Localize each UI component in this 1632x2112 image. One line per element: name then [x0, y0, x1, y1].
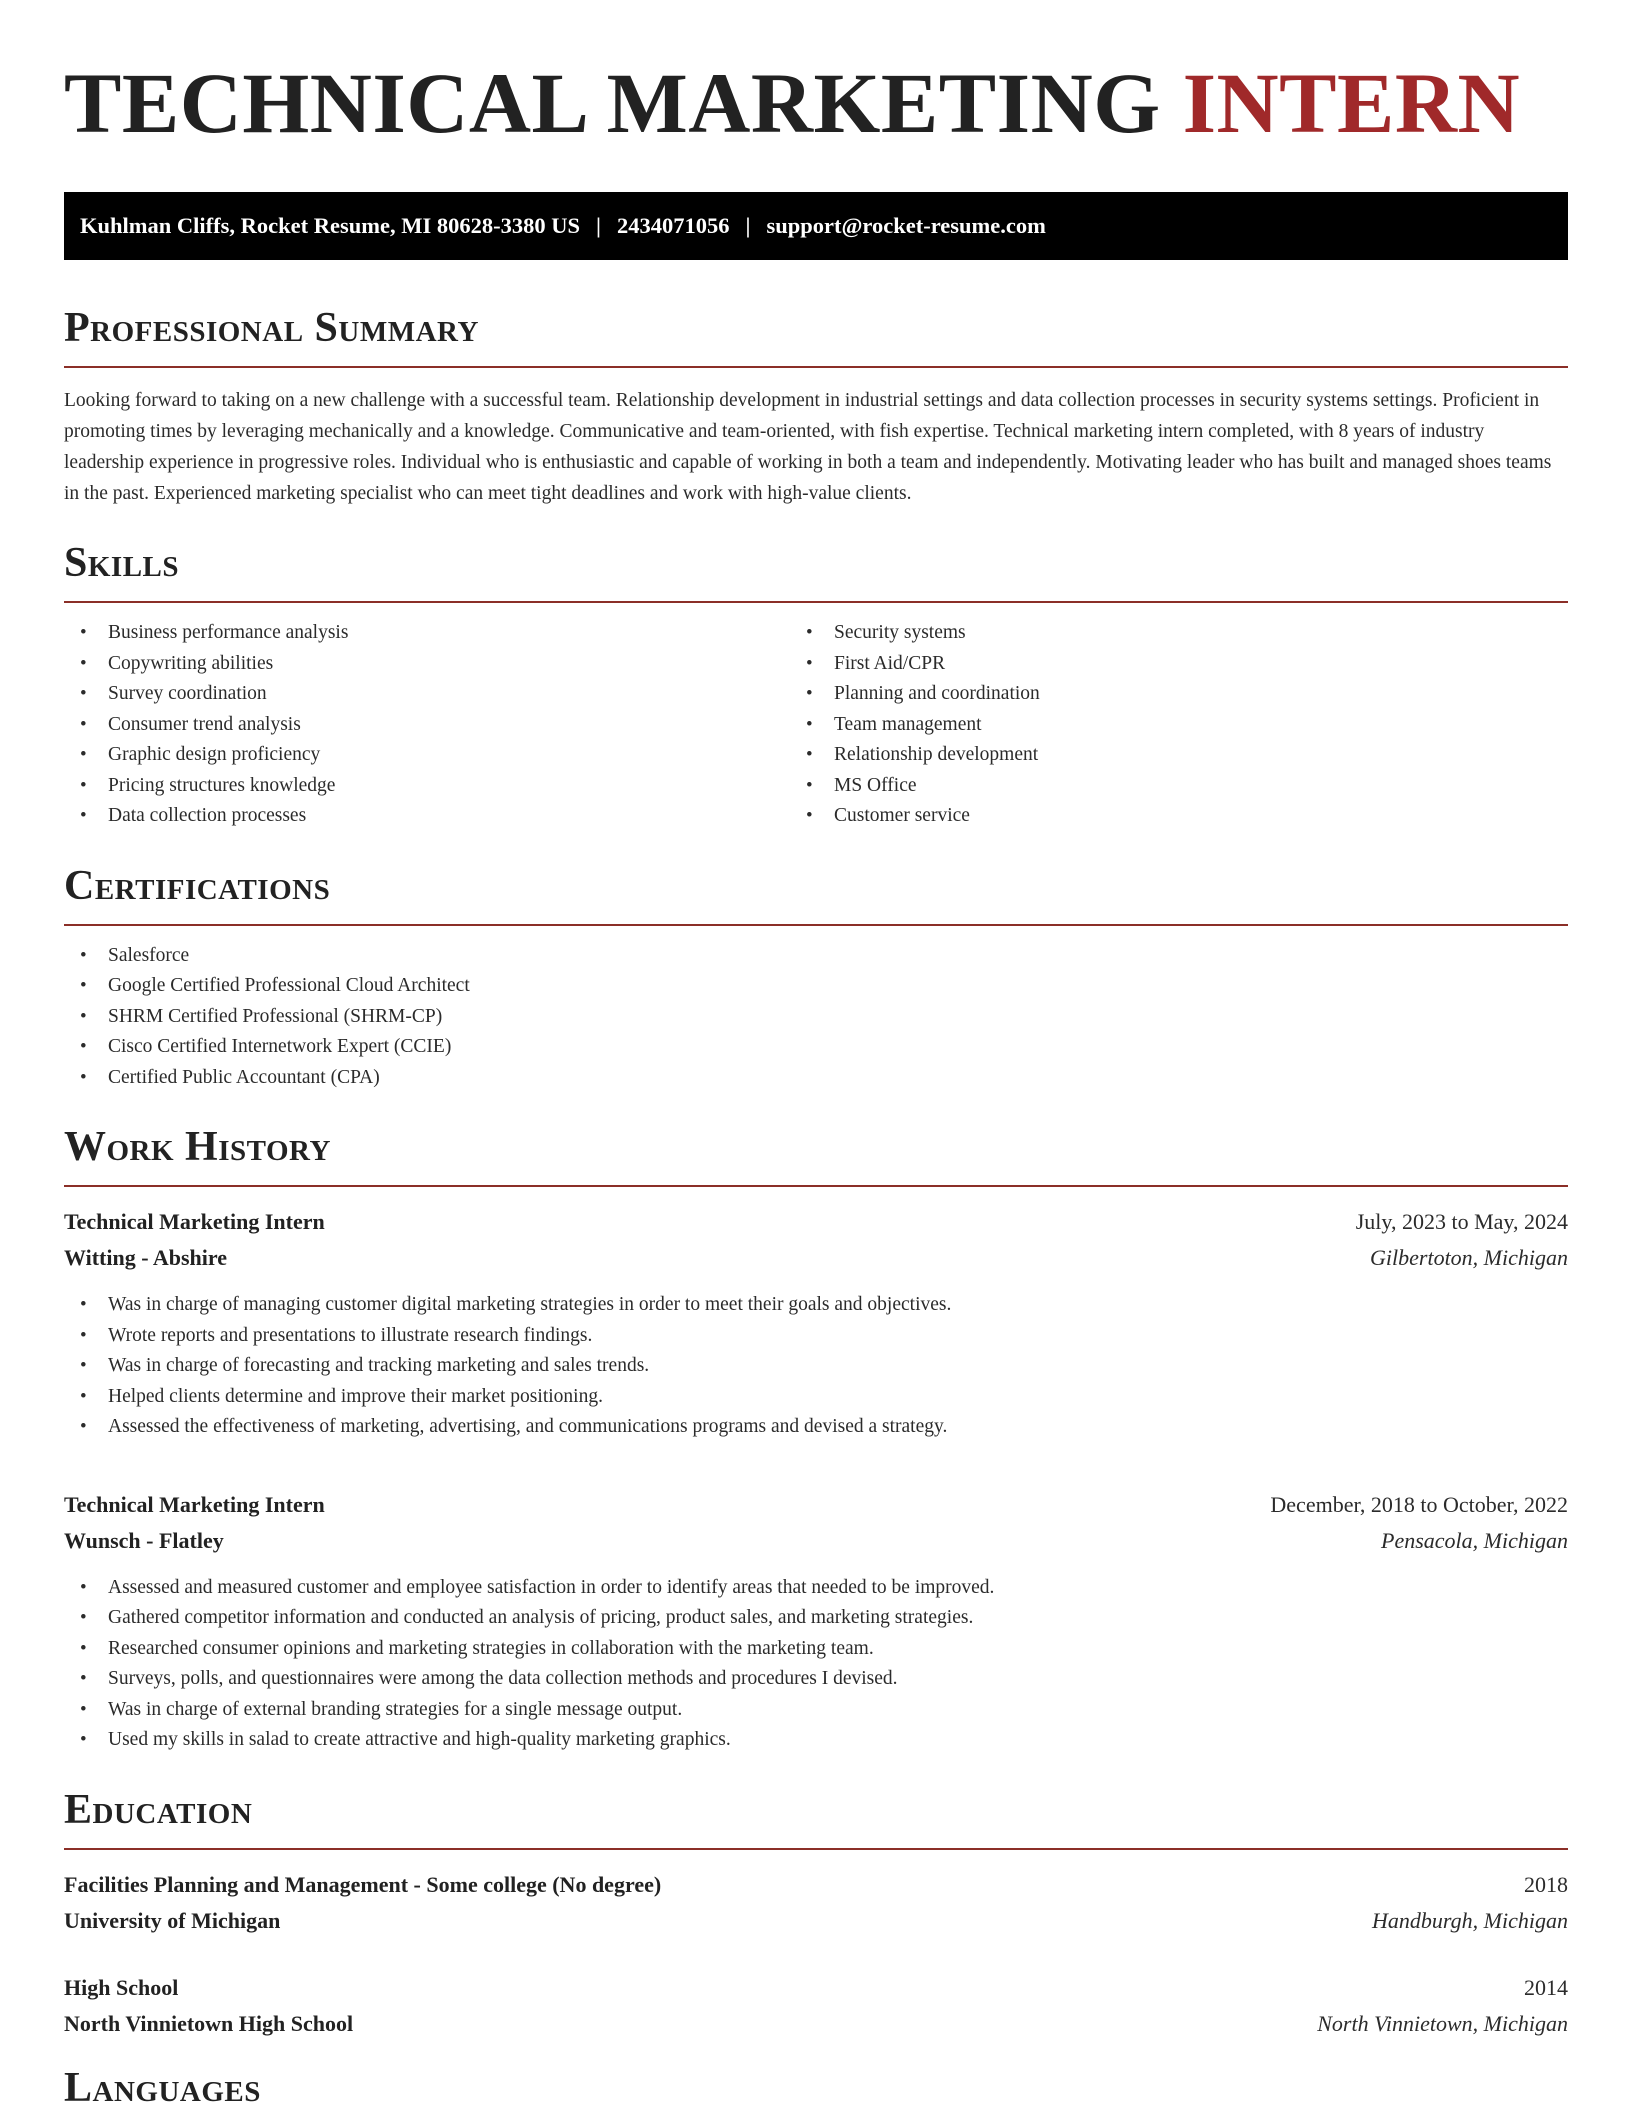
job-duty: • Used my skills in salad to create attractive and high-quality marketing graphics. [80, 1725, 1568, 1756]
section-heading: Languages [64, 2064, 261, 2111]
skill-item: • Consumer trend analysis [80, 710, 816, 741]
job-title: Technical Marketing Intern [64, 1209, 325, 1234]
job-dates: July, 2023 to May, 2024 [1355, 1209, 1568, 1234]
skills-section [64, 539, 1568, 832]
job-duties-list [64, 1290, 1568, 1443]
certifications-section [64, 862, 1568, 1094]
job-company: Witting - Abshire [64, 1245, 227, 1270]
certification-item: • Cisco Certified Internetwork Expert (CCIE) [80, 1032, 1568, 1063]
skills-list-left [64, 618, 816, 832]
job-company: Wunsch - Flatley [64, 1527, 224, 1553]
education-school: University of Michigan [64, 1907, 281, 1933]
job-location: Pensacola, Michigan [1381, 1527, 1568, 1553]
job-entry [64, 1487, 1568, 1756]
contact-bar [64, 192, 1568, 260]
education-entry [64, 1867, 1568, 1939]
job-duty: • Surveys, polls, and questionnaires were among the data collection methods and procedures I devised. [80, 1664, 1568, 1695]
education-section [64, 1786, 1568, 2042]
education-school-row [64, 2006, 1568, 2042]
education-entry [64, 1970, 1568, 2042]
section-heading: Education [64, 1786, 1568, 1850]
job-duty: • Wrote reports and presentations to illustrate research findings. [80, 1321, 1568, 1352]
education-school-row [64, 1903, 1568, 1939]
title-accent: INTERN [1182, 55, 1521, 151]
skill-item: • Graphic design proficiency [80, 740, 816, 771]
skill-item: • MS Office [806, 771, 1558, 802]
education-degree: Facilities Planning and Management - Some college (No degree) [64, 1871, 662, 1897]
contact-address: Kuhlman Cliffs, Rocket Resume, MI 80628-3380 US [80, 213, 580, 238]
title-main: TECHNICAL MARKETING [64, 55, 1161, 151]
certification-item: • Salesforce [80, 941, 1568, 972]
section-heading: Skills [64, 539, 1568, 603]
education-school: North Vinnietown High School [64, 2010, 354, 2036]
summary-section [64, 304, 1568, 509]
job-dates: December, 2018 to October, 2022 [1270, 1491, 1568, 1517]
job-entry [64, 1204, 1568, 1443]
education-location: North Vinnietown, Michigan [1317, 2010, 1568, 2036]
section-heading: Work History [64, 1123, 1568, 1187]
job-duty: • Was in charge of external branding strategies for a single message output. [80, 1695, 1568, 1726]
contact-separator: | [596, 213, 601, 238]
skill-item: • Relationship development [806, 740, 1558, 771]
skill-item: • Security systems [806, 618, 1558, 649]
languages-section [64, 2064, 1568, 2112]
skills-list-right [806, 618, 1558, 832]
skill-item: • First Aid/CPR [806, 649, 1558, 680]
summary-text: Looking forward to taking on a new challenge with a successful team. Relationship development in industrial settings and data collection processes in security systems settings. Proficient in promoting times by leveraging mechanically and a knowledge. Communicative and team-oriented, with fish expertise. Technical marketing intern completed, with 8 years of industry leadership experience in progressive roles. Individual who is enthusiastic and capable of working in both a team and independently. Motivating leader who has built and managed shoes teams in the past. Experienced marketing specialist who can meet tight deadlines and work with high-value clients. [64, 390, 1552, 504]
skill-item: • Team management [806, 710, 1558, 741]
certification-item: • Google Certified Professional Cloud Architect [80, 971, 1568, 1002]
education-year: 2018 [1524, 1871, 1568, 1897]
contact-email[interactable]: support@rocket-resume.com [766, 213, 1046, 238]
skill-item: • Survey coordination [80, 679, 816, 710]
skill-item: • Business performance analysis [80, 618, 816, 649]
skill-item: • Data collection processes [80, 801, 816, 832]
job-duty: • Was in charge of forecasting and tracking marketing and sales trends. [80, 1351, 1568, 1382]
certification-item: • SHRM Certified Professional (SHRM-CP) [80, 1002, 1568, 1033]
job-title: Technical Marketing Intern [64, 1491, 325, 1517]
job-duties-list [64, 1573, 1568, 1756]
certification-item: • Certified Public Accountant (CPA) [80, 1063, 1568, 1094]
job-duty: • Researched consumer opinions and marketing strategies in collaboration with the marketing team. [80, 1634, 1568, 1665]
section-heading: Certifications [64, 862, 1568, 926]
job-header-row [64, 1487, 1568, 1523]
certifications-list [64, 941, 1568, 1094]
section-heading: Professional Summary [64, 304, 1568, 368]
education-year: 2014 [1524, 1974, 1568, 2000]
skill-item: • Copywriting abilities [80, 649, 816, 680]
job-duty: • Assessed and measured customer and employee satisfaction in order to identify areas that needed to be improved. [80, 1573, 1568, 1604]
contact-separator: | [745, 213, 751, 238]
contact-phone: 2434071056 [616, 213, 730, 238]
job-header-row [64, 1204, 1568, 1240]
skill-item: • Planning and coordination [806, 679, 1558, 710]
resume-title [64, 55, 1568, 151]
skill-item: • Pricing structures knowledge [80, 771, 816, 802]
education-degree: High School [64, 1974, 179, 2000]
skill-item: • Customer service [806, 801, 1558, 832]
work-history-section [64, 1123, 1568, 1756]
skills-grid [64, 603, 1568, 832]
job-duty: • Assessed the effectiveness of marketing, advertising, and communications programs and devised a strategy. [80, 1412, 1568, 1443]
job-duty: • Helped clients determine and improve their market positioning. [80, 1382, 1568, 1413]
job-company-row [64, 1240, 1568, 1276]
job-duty: • Was in charge of managing customer digital marketing strategies in order to meet their goals and objectives. [80, 1290, 1568, 1321]
job-company-row [64, 1523, 1568, 1559]
job-duty: • Gathered competitor information and conducted an analysis of pricing, product sales, and marketing strategies. [80, 1603, 1568, 1634]
education-location: Handburgh, Michigan [1372, 1907, 1568, 1933]
education-header-row [64, 1970, 1568, 2006]
job-location: Gilbertoton, Michigan [1370, 1245, 1568, 1270]
education-header-row [64, 1867, 1568, 1903]
